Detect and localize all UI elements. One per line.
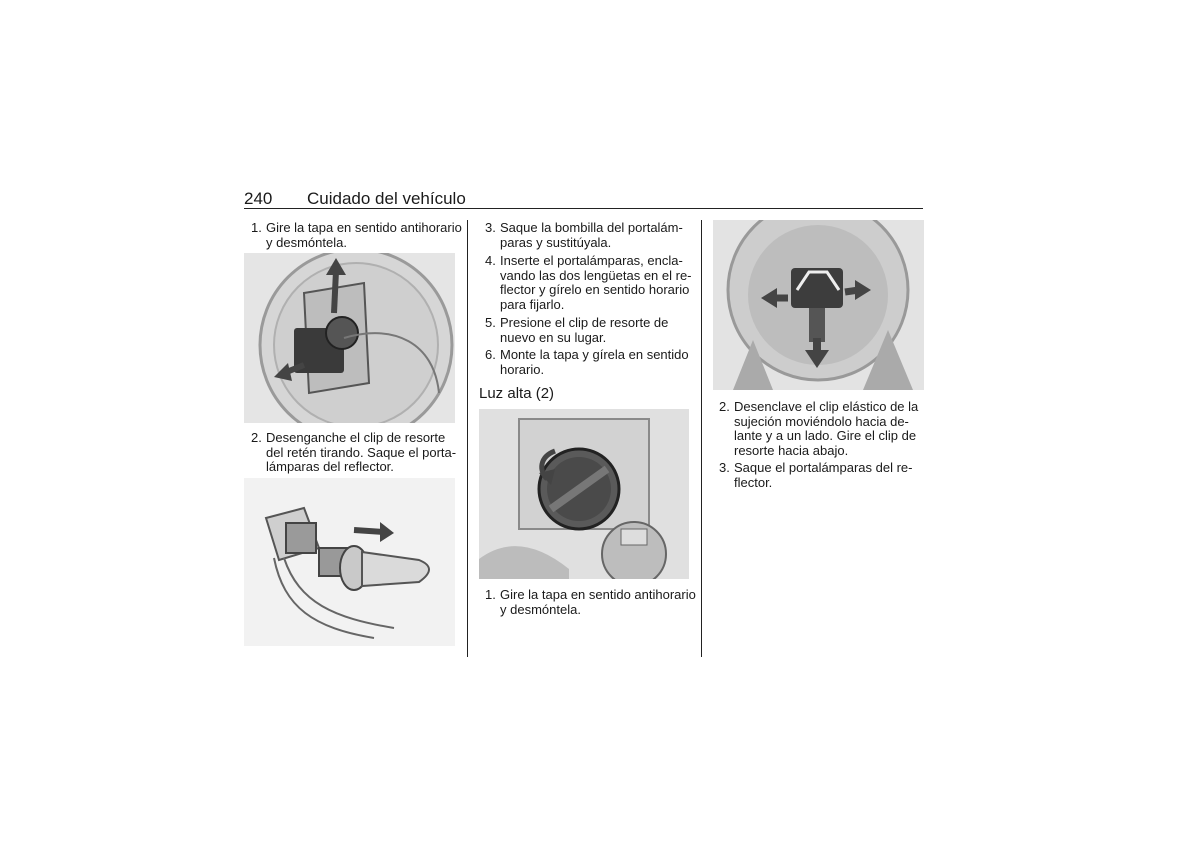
step-text: Gire la tapa en sentido antihorario y desmóntela. (266, 220, 462, 250)
subsection-heading: Luz alta (2) (479, 385, 555, 402)
column-divider-2 (701, 220, 702, 657)
headlamp-cover-illustration (244, 253, 455, 423)
step-text: Monte la tapa y gírela en sentido horario. (500, 347, 689, 377)
step-number: 1. (485, 587, 496, 602)
step-number: 1. (251, 220, 262, 235)
step-text: Saque el portalámparas del re- flector. (734, 460, 913, 490)
step-number: 5. (485, 315, 496, 330)
step-number: 3. (719, 460, 730, 475)
step-number: 4. (485, 253, 496, 268)
step-text: Presione el clip de resorte de nuevo en su lugar. (500, 315, 669, 345)
step-number: 6. (485, 347, 496, 362)
high-beam-clip-illustration (713, 220, 924, 390)
column-divider-1 (467, 220, 468, 657)
header-divider (244, 208, 923, 209)
step-text: Desenclave el clip elástico de la sujeción moviéndolo hacia de- lante y a un lado. Gire el clip de resorte hacia abajo. (734, 399, 919, 458)
step-text: Desenganche el clip de resorte del retén tirando. Saque el porta- lámparas del reflector. (266, 430, 457, 474)
step-text: Gire la tapa en sentido antihorario y desmóntela. (500, 587, 696, 617)
page-number: 240 (244, 189, 273, 208)
section-title: Cuidado del vehículo (307, 189, 466, 208)
step-number: 2. (719, 399, 730, 414)
bulb-holder-illustration (244, 478, 455, 646)
high-beam-cover-illustration (479, 409, 689, 579)
step-text: Inserte el portalámparas, encla- vando las dos lengüetas en el re- flector y gírelo en sentido horario para fijarlo. (500, 253, 692, 312)
step-number: 3. (485, 220, 496, 235)
step-text: Saque la bombilla del portalám- paras y sustitúyala. (500, 220, 683, 250)
step-number: 2. (251, 430, 262, 445)
